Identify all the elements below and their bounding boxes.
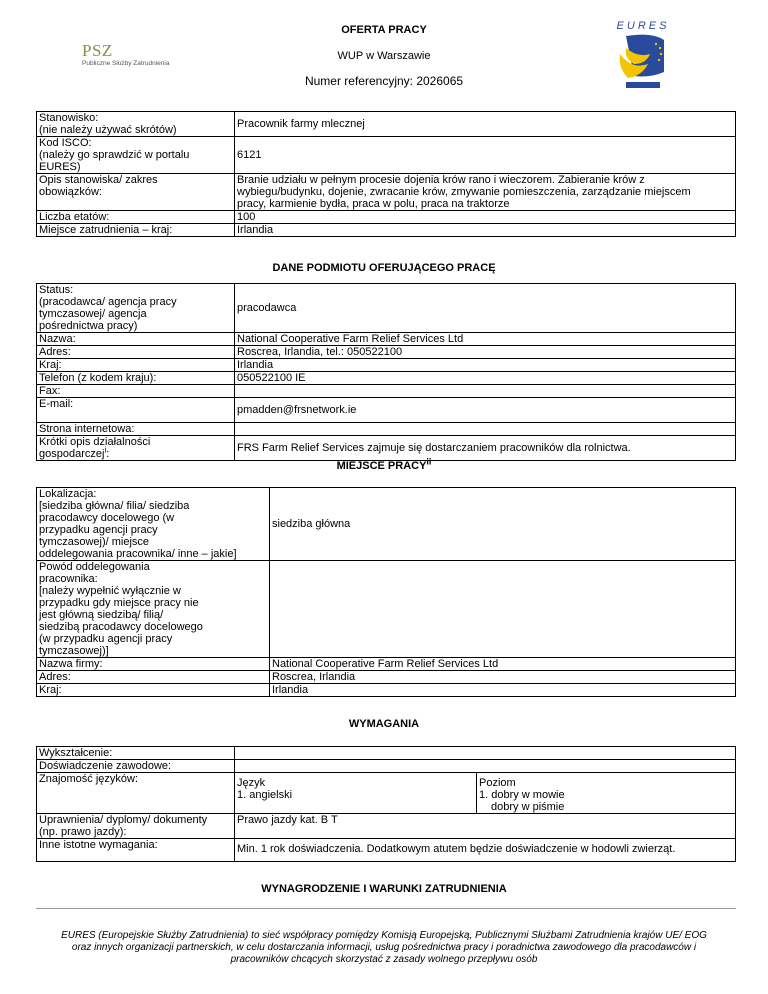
fax-value [235, 385, 736, 398]
table-row [37, 333, 736, 346]
language-cell [235, 773, 477, 814]
table-row [37, 385, 736, 398]
footer-note: EURES (Europejskie Służby Zatrudnienia) to sieć współpracy pomiędzy Komisją Europejską, Publicznymi Służbami Zatrudnienia krajów UE/ EOG oraz innych organizacji partnerskich, w celu dostarczania informacji, usług pośrednictwa pracy i poradnictwa zawodowego dla pracodawców i pracowników chcących skorzystać z zasady wolnego przepływu osób [61, 930, 707, 965]
office-name: WUP w Warszawie [337, 50, 431, 62]
website-label: Strona internetowa: [37, 423, 235, 436]
isco-value: 6121 [235, 137, 736, 174]
email-value: pmadden@frsnetwork.ie [235, 398, 736, 423]
table-row [37, 423, 736, 436]
reference-number: Numer referencyjny: 2026065 [304, 74, 464, 88]
table-row [37, 112, 736, 137]
fax-label: Fax: [37, 385, 235, 398]
document-title: OFERTA PRACY [341, 24, 427, 36]
location-label: Lokalizacja: [siedziba główna/ filia/ siedziba pracodawcy docelowego (w przypadku agencji pracy tymczasowej)/ miejsce oddelegowania pracownika/ inne – jakie] [37, 488, 270, 561]
position-value: Pracownik farmy mlecznej [235, 112, 736, 137]
workplace-country-label: Kraj: [37, 684, 270, 697]
table-row [37, 671, 736, 684]
location-value: siedziba główna [270, 488, 736, 561]
eures-logo-icon [612, 18, 674, 96]
position-label: Stanowisko: (nie należy używać skrótów) [37, 112, 235, 137]
table-row [37, 684, 736, 697]
phone-value: 050522100 IE [235, 372, 736, 385]
status-label: Status: (pracodawca/ agencja pracy tymczasowej/ agencja pośrednictwa pracy) [37, 284, 235, 333]
other-requirements-value: Min. 1 rok doświadczenia. Dodatkowym atutem będzie doświadczenie w hodowli zwierząt. [235, 839, 736, 862]
status-value: pracodawca [235, 284, 736, 333]
other-requirements-label: Inne istotne wymagania: [37, 839, 235, 862]
languages-label: Znajomość języków: [37, 773, 235, 814]
table-row [37, 174, 736, 211]
isco-label: Kod ISCO: (należy go sprawdzić w portalu EURES) [37, 137, 235, 174]
table-row [37, 211, 736, 224]
salary-section-title: WYNAGRODZENIE I WARUNKI ZATRUDNIENIA [261, 883, 507, 895]
reason-value [270, 561, 736, 658]
footer-divider [36, 908, 736, 909]
workplace-section-title: MIEJSCE PRACY$^{ii}$ [336, 456, 432, 472]
table-row [37, 137, 736, 174]
requirements-table [36, 746, 736, 862]
posts-value: 100 [235, 211, 736, 224]
experience-value [235, 760, 736, 773]
employer-name-value: National Cooperative Farm Relief Services Ltd [235, 333, 736, 346]
employer-address-label: Adres: [37, 346, 235, 359]
level-speaking: 1. dobry w mowie [479, 789, 565, 801]
company-value: National Cooperative Farm Relief Services Ltd [270, 658, 736, 671]
reason-label: Powód oddelegowania pracownika: [należy wypełnić wyłącznie w przypadku gdy miejsce pracy nie jest główną siedzibą/ filią/ siedzibą pracodawcy docelowego (w przypadku agencji pracy tymczasowej)] [37, 561, 270, 658]
workplace-address-value: Roscrea, Irlandia [270, 671, 736, 684]
offer-table [36, 111, 736, 237]
education-value [235, 747, 736, 760]
description-value: Branie udziału w pełnym procesie dojenia krów rano i wieczorem. Zabieranie krów z wybiegu/budynku, dojenie, zwracanie krów, zmywanie pomieszczenia, zarządzanie miejscem pracy, karmienie bydła, praca w polu, praca na traktorze [235, 174, 736, 211]
workplace-address-label: Adres: [37, 671, 270, 684]
posts-label: Liczba etatów: [37, 211, 235, 224]
activity-label: Krótki opis działalności gospodarczej$^i$: [37, 436, 235, 461]
table-row [37, 773, 736, 814]
table-row [37, 372, 736, 385]
table-row [37, 224, 736, 237]
table-row [37, 760, 736, 773]
requirements-section-title: WYMAGANIA [348, 718, 420, 730]
level-header: Poziom [479, 777, 516, 789]
table-row [37, 747, 736, 760]
licenses-label: Uprawnienia/ dyplomy/ dokumenty (np. prawo jazdy): [37, 814, 235, 839]
level-writing: dobry w piśmie [491, 801, 565, 813]
table-row [37, 488, 736, 561]
level-cell [477, 773, 736, 814]
employer-name-label: Nazwa: [37, 333, 235, 346]
employer-country-label: Kraj: [37, 359, 235, 372]
website-value [235, 423, 736, 436]
table-row [37, 359, 736, 372]
phone-label: Telefon (z kodem kraju): [37, 372, 235, 385]
email-label: E-mail: [37, 398, 235, 423]
table-row [37, 436, 736, 461]
education-label: Wykształcenie: [37, 747, 235, 760]
experience-label: Doświadczenie zawodowe: [37, 760, 235, 773]
company-label: Nazwa firmy: [37, 658, 270, 671]
psz-logo-text: PSZ [82, 41, 113, 60]
country-value: Irlandia [235, 224, 736, 237]
workplace-country-value: Irlandia [270, 684, 736, 697]
eures-logo [612, 18, 674, 96]
table-row [37, 839, 736, 862]
employer-address-value: Roscrea, Irlandia, tel.: 050522100 [235, 346, 736, 359]
table-row [37, 284, 736, 333]
table-row [37, 561, 736, 658]
table-row [37, 814, 736, 839]
activity-value: FRS Farm Relief Services zajmuje się dostarczaniem pracowników dla rolnictwa. [235, 436, 736, 461]
description-label: Opis stanowiska/ zakres obowiązków: [37, 174, 235, 211]
table-row [37, 658, 736, 671]
language-row: 1. angielski [237, 789, 293, 801]
eures-logo-text: EURES [616, 20, 670, 32]
workplace-table [36, 487, 736, 697]
table-row [37, 346, 736, 359]
employer-country-value: Irlandia [235, 359, 736, 372]
table-row [37, 398, 736, 423]
employer-table [36, 283, 736, 461]
licenses-value: Prawo jazdy kat. B T [235, 814, 736, 839]
employer-section-title: DANE PODMIOTU OFERUJĄCEGO PRACĘ [272, 262, 496, 274]
country-label: Miejsce zatrudnienia – kraj: [37, 224, 235, 237]
psz-logo-subtitle: Publiczne Służby Zatrudnienia [82, 60, 170, 67]
language-header: Język [237, 777, 266, 789]
psz-logo [82, 42, 192, 72]
